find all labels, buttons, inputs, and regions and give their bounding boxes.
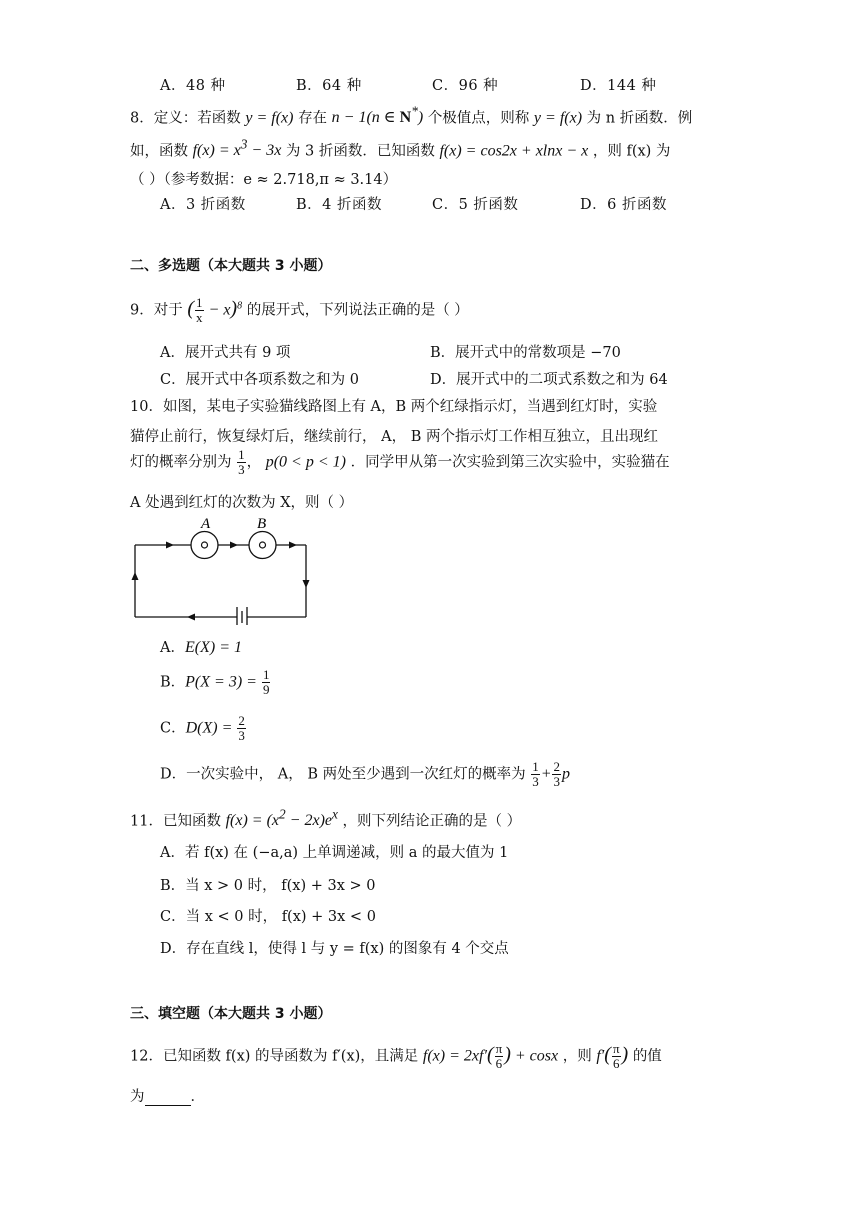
q10-line-1: 10．如图，某电子实验猫线路图上有 A，B 两个红绿指示灯，当遇到红灯时，实验 <box>130 399 658 415</box>
q11-suffix: ，则下列结论正确的是（ ） <box>342 813 522 830</box>
q7-option-a: A．48 种 <box>160 78 226 94</box>
q12-suffix: 的值 <box>632 1048 662 1065</box>
q12-line-1: 12．已知函数 f(x) 的导函数为 f′(x)，且满足 f(x) = 2xf′( $\frac{\pi}{6}$ ) + cosx ，则 f′( $\frac{\pi}{6}$ ) 的值 <box>130 1041 662 1071</box>
q8-mid: 存在 <box>298 110 328 127</box>
q8-line2-mid: 为 3 折函数．已知函数 <box>285 143 435 160</box>
q9-suffix: 的展开式，下列说法正确的是（ ） <box>246 302 469 319</box>
q8-line2-prefix: 如，函数 <box>130 143 188 160</box>
q8-formula-yfx: y = f(x) <box>245 109 294 127</box>
q11-stem <box>130 807 521 830</box>
q8-line-3: （ ）（参考数据：e ≈ 2.718,π ≈ 3.14） <box>130 172 398 188</box>
q12-line2-prefix: 为 <box>130 1089 145 1105</box>
q9-option-d: D．展开式中的二项式系数之和为 64 <box>430 372 668 388</box>
q10-fraction-one-third: $\frac{1}{3}$ <box>238 447 245 477</box>
q10-line-2: 猫停止前行，恢复绿灯后，继续前行， A， B 两个指示灯工作相互独立，且出现红 <box>130 429 658 445</box>
q10-line-3: 灯的概率分别为 $\frac{1}{3}$ ， p(0 < p < 1) ．同学甲从第一次实验到第三次实验中，实验猫在 <box>130 447 670 477</box>
q11-formula: $f(x) = (x^2 - 2x)e^x$ <box>225 807 338 830</box>
circuit-diagram <box>125 510 325 625</box>
q10-line3-suffix: ．同学甲从第一次实验到第三次实验中，实验猫在 <box>350 454 670 471</box>
q9-stem: 9．对于 ( $\frac{1}{x}$ − x)$^8$ 的展开式，下列说法正确的是（ ） <box>130 295 469 325</box>
q10-option-a: A．E(X) = 1 <box>160 639 242 656</box>
q8-line2-end: ，则 f(x) 为 <box>592 143 671 160</box>
q9-fraction: $\frac{1}{x}$ <box>196 295 203 325</box>
q10-line3-prefix: 灯的概率分别为 <box>130 454 232 471</box>
battery-icon <box>237 607 247 625</box>
q12-prefix: 12．已知函数 f(x) 的导函数为 f′(x)，且满足 <box>130 1048 419 1065</box>
q8-option-d: D．6 折函数 <box>580 197 667 213</box>
q12-mid: ，则 <box>562 1048 592 1065</box>
section-heading-multiple-choice: 二、多选题（本大题共 3 小题） <box>130 258 332 274</box>
q8-mid2: 个极值点，则称 <box>427 110 530 127</box>
q8-option-c: C．5 折函数 <box>432 197 519 213</box>
q11-option-c: C．当 x < 0 时， f(x) + 3x < 0 <box>160 909 376 925</box>
q11-option-b: B．当 x > 0 时， f(x) + 3x > 0 <box>160 878 376 894</box>
light-b <box>249 532 276 559</box>
q9-option-b: B．展开式中的常数项是 −70 <box>430 345 621 361</box>
section-heading-fill-in: 三、填空题（本大题共 3 小题） <box>130 1006 332 1022</box>
q12-target: f′ <box>596 1047 605 1065</box>
q10-option-b: B．P(X = 3) = $\frac{1}{9}$ <box>160 667 270 697</box>
q10-formula-p: p(0 < p < 1) <box>265 453 346 471</box>
q8-line-2 <box>130 137 670 160</box>
q8-formula-n: n − 1(n ∈ N*) <box>331 104 424 127</box>
q9-option-a: A．展开式共有 9 项 <box>160 345 291 361</box>
q11-option-d: D．存在直线 l，使得 l 与 y = f(x) 的图象有 4 个交点 <box>160 941 509 957</box>
q12-line2-end: ． <box>190 1089 205 1105</box>
q7-option-c: C．96 种 <box>432 78 499 94</box>
q8-option-a: A．3 折函数 <box>160 197 246 213</box>
light-a <box>191 532 218 559</box>
arrow-icons <box>132 542 310 621</box>
q8-formula-example: $f(x) = x^3 - 3x$ <box>192 137 282 160</box>
q10-option-d: D．一次实验中， A， B 两处至少遇到一次红灯的概率为 $\frac{1}{3}$ + $\frac{2}{3}$ p <box>160 759 570 789</box>
q9-prefix: 9．对于 <box>130 302 183 319</box>
label-a: A <box>201 516 211 532</box>
q11-option-a: A．若 f(x) 在 (−a,a) 上单调递减，则 a 的最大值为 1 <box>160 845 509 861</box>
answer-blank[interactable] <box>145 1091 191 1106</box>
q11-prefix: 11．已知函数 <box>130 813 221 830</box>
q9-option-c: C．展开式中各项系数之和为 0 <box>160 372 359 388</box>
q8-line-1 <box>130 104 692 127</box>
q12-formula: f(x) = 2xf′ <box>422 1047 487 1065</box>
q8-end: 为 n 折函数．例 <box>586 110 693 127</box>
q9-expression: ( <box>187 297 195 320</box>
q7-option-b: B．64 种 <box>296 78 362 94</box>
q8-option-b: B．4 折函数 <box>296 197 382 213</box>
label-b: B <box>257 516 267 532</box>
q10-option-c: C．D(X) = $\frac{2}{3}$ <box>160 713 245 743</box>
q10-line-4: A 处遇到红灯的次数为 X，则（ ） <box>130 495 354 511</box>
q7-option-d: D．144 种 <box>580 78 657 94</box>
q12-line-2 <box>130 1085 205 1106</box>
q8-prefix: 8．定义：若函数 <box>130 110 241 127</box>
q8-formula-given: f(x) = cos2x + xlnx − x <box>439 142 589 160</box>
q8-formula-yfx2: y = f(x) <box>533 109 583 127</box>
